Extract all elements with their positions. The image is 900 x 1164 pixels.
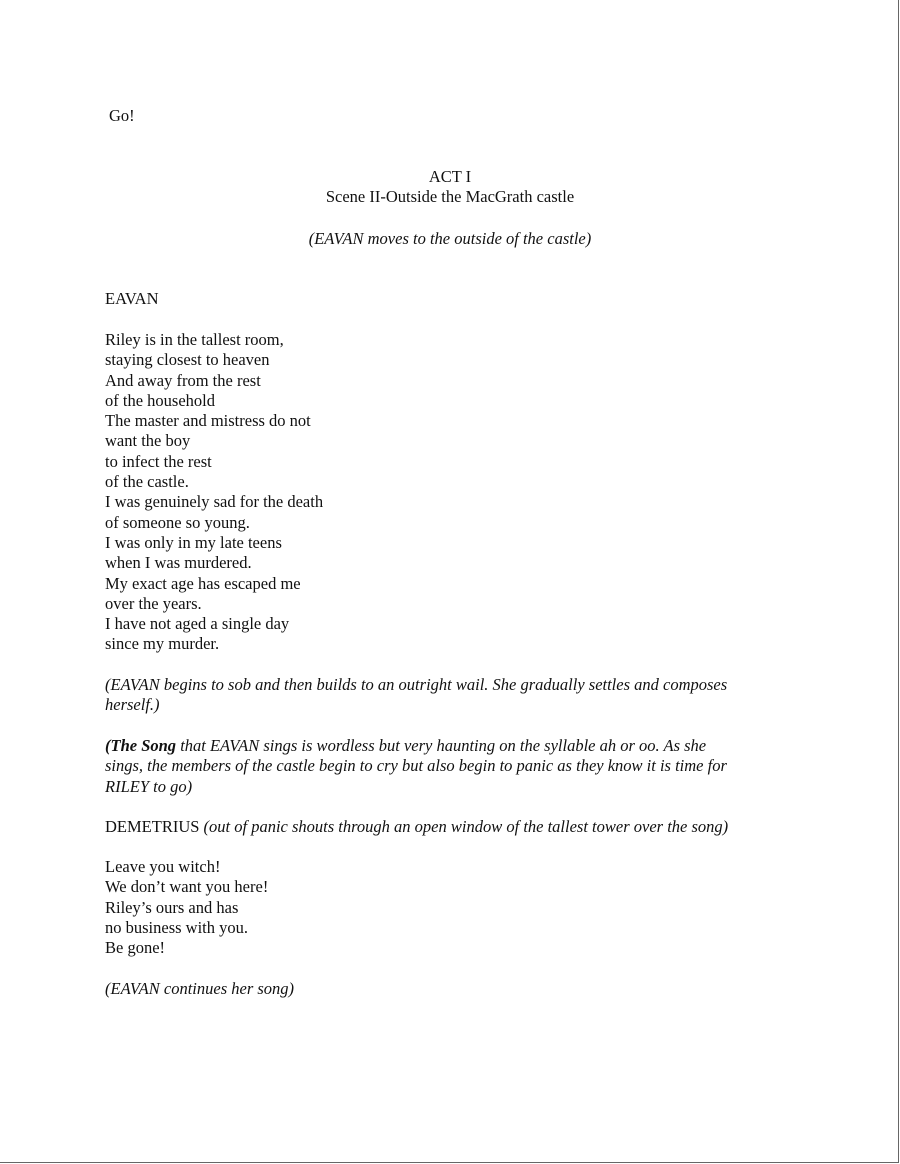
speech-line: to infect the rest <box>105 451 212 471</box>
speech-line: of the castle. <box>105 472 189 492</box>
speech-line: want the boy <box>105 431 191 451</box>
speech-line: Be gone! <box>105 938 166 958</box>
song-note-line-3: RILEY to go) <box>105 776 193 796</box>
speech-line: And away from the rest <box>105 370 261 390</box>
speaker-demetrius: DEMETRIUS <box>105 817 200 836</box>
song-note-text: that EAVAN sings is wordless but very haunting on the syllable ah or oo. As she <box>176 736 707 755</box>
speech-line: We don’t want you here! <box>105 877 269 897</box>
song-note <box>105 736 785 797</box>
stage-direction-entrance: (EAVAN moves to the outside of the castle) <box>308 229 592 248</box>
intro-line: Go! <box>109 106 135 125</box>
song-note-line-1 <box>105 736 785 756</box>
song-title: (The Song <box>105 736 177 755</box>
speaker-demetrius-line <box>105 817 728 837</box>
act-heading: ACT I <box>428 167 472 186</box>
speech-line: Leave you witch! <box>105 857 221 876</box>
speech-line: no business with you. <box>105 917 249 937</box>
speech-line: My exact age has escaped me <box>105 573 301 593</box>
stage-direction-wail <box>105 675 785 716</box>
speech-line: of the household <box>105 390 215 410</box>
speech-line: I have not aged a single day <box>105 614 290 634</box>
speech-line: The master and mistress do not <box>105 411 311 431</box>
scene-heading: Scene II-Outside the MacGrath castle <box>325 187 575 206</box>
demetrius-speech <box>105 857 268 958</box>
direction-line: herself.) <box>105 695 160 715</box>
speech-line: I was genuinely sad for the death <box>105 492 324 512</box>
speech-line: over the years. <box>105 593 202 613</box>
speech-line: Riley’s ours and has <box>105 897 239 917</box>
speech-line: since my murder. <box>105 634 220 654</box>
speech-line: Riley is in the tallest room, <box>105 330 284 349</box>
eavan-speech <box>105 330 323 655</box>
speaker-eavan: EAVAN <box>105 289 159 308</box>
song-note-line-2: sings, the members of the castle begin to cry but also begin to panic as they know it is time for <box>105 756 727 776</box>
demetrius-direction: (out of panic shouts through an open window of the tallest tower over the song) <box>199 817 729 836</box>
speech-line: of someone so young. <box>105 512 250 532</box>
direction-line: (EAVAN begins to sob and then builds to an outright wail. She gradually settles and composes <box>105 675 728 694</box>
speech-line: staying closest to heaven <box>105 350 270 370</box>
stage-direction-song: (EAVAN continues her song) <box>105 979 295 998</box>
speech-line: I was only in my late teens <box>105 532 282 552</box>
speech-line: when I was murdered. <box>105 553 252 573</box>
